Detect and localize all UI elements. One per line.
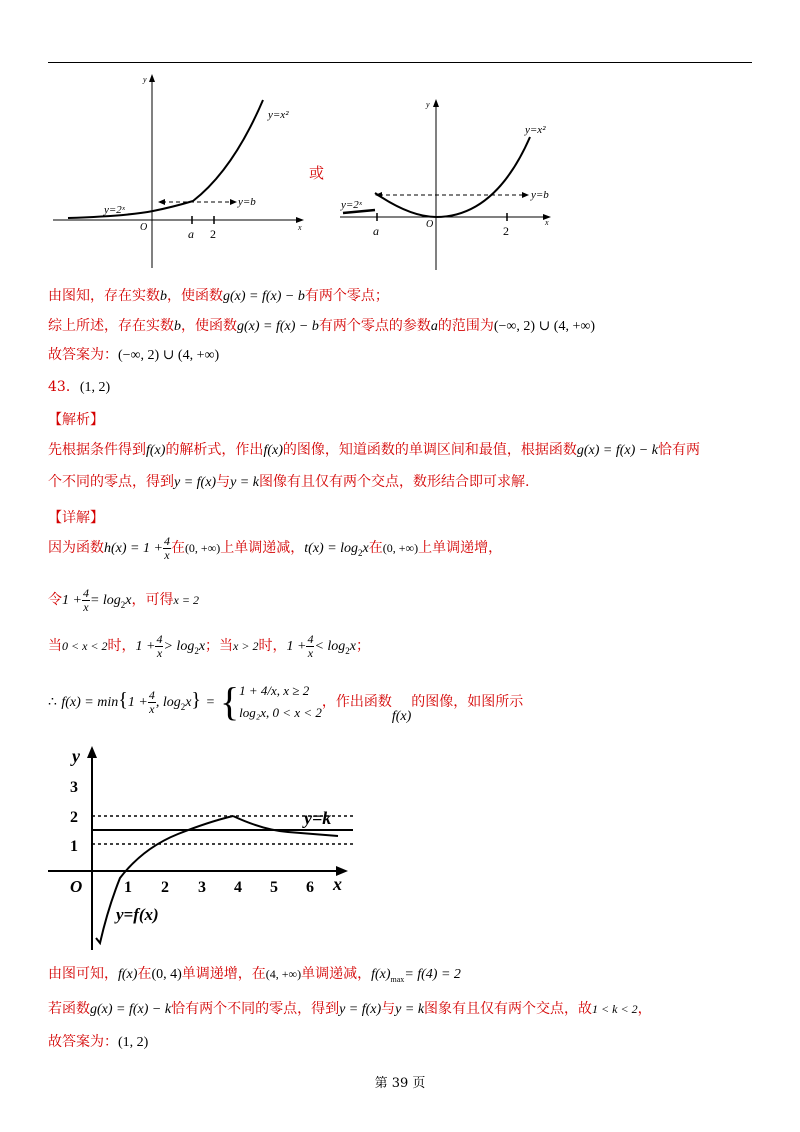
line-label-b: y=b <box>238 196 256 208</box>
math-yk: y = k <box>395 1002 425 1017</box>
x-tick-4: 4 <box>234 879 242 896</box>
text: 单调递减， <box>301 966 372 982</box>
math-y: y = f(x) <box>174 475 217 490</box>
text: 的范围为 <box>437 318 494 334</box>
math-f: f(x) <box>146 443 166 458</box>
fraction <box>82 587 90 614</box>
text: ； <box>356 638 370 654</box>
x-tick-6: 6 <box>306 879 314 896</box>
cases-brace: { <box>219 679 240 724</box>
text: 故答案为： <box>48 1034 118 1050</box>
axis-y-label: y <box>72 746 80 766</box>
text: 时， <box>258 638 287 654</box>
question-43 <box>48 377 110 398</box>
math-x: x <box>185 695 192 710</box>
math-lhs: 1 + <box>135 639 156 654</box>
y-tick-2: 2 <box>70 809 78 826</box>
var-b: b <box>174 319 181 334</box>
tick-a: a <box>373 224 379 238</box>
math-x: x <box>125 593 132 608</box>
math-answer: (−∞, 2) ∪ (4, +∞) <box>118 348 220 363</box>
text: 有两个零点； <box>304 288 389 304</box>
origin-label: O <box>140 222 148 233</box>
line-label-b: y=b <box>531 189 549 201</box>
math-range: (−∞, 2) ∪ (4, +∞) <box>493 319 596 334</box>
figure-left <box>48 70 318 270</box>
denominator: x <box>83 599 89 614</box>
page-number: 第 39 页 <box>374 1076 426 1091</box>
denominator: x <box>164 547 170 562</box>
text: ，使函数 <box>167 288 223 304</box>
tick-2: 2 <box>210 227 216 241</box>
text: 在 <box>170 540 185 556</box>
label-y-f: y=f(x) <box>116 905 159 924</box>
case-2: log₂x, 0 < x < 2 <box>239 705 322 720</box>
math-lhs: 1 + <box>62 593 82 608</box>
axis-x-label: x <box>333 874 342 894</box>
text: 由图可知， <box>48 966 118 982</box>
text: 单调递增，在 <box>181 966 266 982</box>
text: 时， <box>107 638 136 654</box>
curve-label-left: y=2ˣ <box>104 204 125 216</box>
math-min: f(x) = min <box>61 695 119 710</box>
paragraph-detail-6 <box>48 997 652 1022</box>
curve-label-right: y=x² <box>525 124 546 136</box>
math-interval: (0, 4) <box>151 967 182 982</box>
brace-close: } <box>191 689 202 711</box>
tick-a: a <box>188 227 194 241</box>
or-text: 或 <box>309 164 325 182</box>
math-interval: (0, +∞) <box>382 541 419 555</box>
math-t: t(x) = log <box>304 541 359 556</box>
numerator: 4 <box>156 631 163 646</box>
text: 与 <box>381 1001 396 1017</box>
y-tick-1: 1 <box>70 838 78 855</box>
log-base: 2 <box>194 645 199 656</box>
math-interval: (0, +∞) <box>184 541 221 555</box>
paragraph-detail-5 <box>48 962 461 992</box>
math-solution: x = 2 <box>173 593 199 607</box>
header-rule <box>48 62 752 63</box>
paragraph-figure-conclusion <box>48 286 389 307</box>
tick-2: 2 <box>503 224 509 238</box>
log-base: 2 <box>120 599 126 610</box>
text: 个不同的零点，得到 <box>48 474 174 490</box>
math-f: f(x) <box>118 967 138 982</box>
text: ；当 <box>205 638 234 654</box>
x-tick-3: 3 <box>198 879 206 896</box>
log-base: 2 <box>358 547 363 558</box>
math-fmax-value: = f(4) = 2 <box>404 967 461 982</box>
text: 有两个零点的参数 <box>318 318 431 334</box>
math-interval: (4, +∞) <box>265 967 302 981</box>
paragraph-detail-2 <box>48 586 199 619</box>
text: ，使函数 <box>181 318 237 334</box>
text: 图象有且仅有两个交点，故 <box>424 1001 593 1017</box>
numerator: 4 <box>82 585 89 600</box>
math-lhs: 1 + <box>286 639 307 654</box>
curve-label-left: y=2ˣ <box>341 199 362 211</box>
paragraph-answer-42 <box>48 345 219 366</box>
denominator: x <box>307 645 314 660</box>
math-log: , log <box>155 695 181 710</box>
math-f: f(x) <box>263 443 283 458</box>
axis-x-label: x <box>298 223 302 232</box>
axis-x-label: x <box>545 218 549 227</box>
paragraph-detail-4: ∴ f(x) = min{1 + $\frac{4}{x}$ , $\log_2x$} = { 1 + 4/x, x ≥ 2 log₂x, 0 < x < 2 ，作出函数f(x)的图像，如图所示 <box>48 679 524 724</box>
math-rhs: < log <box>314 639 346 654</box>
math-x: x <box>349 639 356 654</box>
text: 因为函数 <box>48 540 104 556</box>
text: 上单调递增， <box>418 540 503 556</box>
paragraph-analysis-2 <box>48 472 529 493</box>
x-tick-2: 2 <box>161 879 169 896</box>
math-answer: (1, 2) <box>118 1035 149 1050</box>
var-a: a <box>430 319 438 334</box>
x-tick-1: 1 <box>124 879 132 896</box>
paragraph-detail-1 <box>48 534 502 567</box>
math-answer: (1, 2) <box>79 380 111 395</box>
log-base: 2 <box>345 645 350 656</box>
heading-detail: 【详解】 <box>48 510 104 526</box>
math-g: g(x) = f(x) − k <box>90 1002 172 1017</box>
denominator: x <box>156 645 163 660</box>
text: 在 <box>368 540 383 556</box>
question-number: 43． <box>48 379 80 395</box>
text: ，作出函数 <box>321 694 392 710</box>
text: 上单调递减， <box>220 540 305 556</box>
max-subscript: max <box>390 974 405 984</box>
text: 在 <box>137 966 152 982</box>
math-x: x <box>198 639 206 654</box>
text: 先根据条件得到 <box>48 442 146 458</box>
numerator: 4 <box>307 631 314 646</box>
numerator: 4 <box>163 533 170 548</box>
text: 当 <box>48 638 62 654</box>
math-yk: y = k <box>230 475 259 490</box>
math-condition: x > 2 <box>233 639 259 653</box>
text: 故答案为： <box>48 347 118 363</box>
denominator: x <box>149 701 155 716</box>
brace-open: { <box>118 689 128 711</box>
text: 的图像，如图所示 <box>411 694 524 710</box>
figure-right <box>335 95 565 275</box>
numerator: 4 <box>148 687 155 702</box>
text: 令 <box>48 592 62 608</box>
log-base: 2 <box>180 701 186 712</box>
text: 综上所述，存在实数 <box>48 318 174 334</box>
text: 与 <box>216 474 231 490</box>
heading-analysis: 【解析】 <box>48 412 104 428</box>
math-range: 1 < k < 2 <box>592 1002 638 1016</box>
math-g: g(x) = f(x) − k <box>576 443 658 458</box>
var-b: b <box>160 289 167 304</box>
fraction <box>163 535 171 562</box>
paragraph-answer-43 <box>48 1030 148 1055</box>
math-h: h(x) = 1 + <box>104 541 163 556</box>
text: 若函数 <box>48 1001 90 1017</box>
math-rhs: > log <box>163 639 195 654</box>
math-lhs: 1 + <box>127 695 148 710</box>
axis-y-label: y <box>143 75 147 84</box>
math-y: y = f(x) <box>339 1002 382 1017</box>
fraction <box>148 689 156 716</box>
text: 的解析式，作出 <box>165 442 264 458</box>
text: 恰有两个不同的零点，得到 <box>171 1001 340 1017</box>
case-1: 1 + 4/x, x ≥ 2 <box>239 683 310 698</box>
math-g: g(x) = f(x) − b <box>237 319 319 334</box>
curve-label-right: y=x² <box>268 109 289 121</box>
text: 图像有且仅有两个交点，数形结合即可求解. <box>258 474 530 490</box>
therefore-symbol: ∴ <box>48 695 57 710</box>
math-g: g(x) = f(x) − b <box>223 289 305 304</box>
math-x: x <box>362 541 369 556</box>
origin-label: O <box>426 219 434 230</box>
origin-label: O <box>70 877 83 896</box>
math-rhs: = log <box>89 593 121 608</box>
text: ，可得 <box>131 592 174 608</box>
label-y-k: y=k <box>304 808 332 828</box>
y-tick-3: 3 <box>70 779 78 796</box>
function-graph <box>48 738 368 958</box>
text: ， <box>637 1001 652 1017</box>
math-f: f(x) <box>391 709 412 724</box>
text: 由图知，存在实数 <box>48 288 160 304</box>
paragraph-detail-3 <box>48 632 370 665</box>
x-tick-5: 5 <box>270 879 278 896</box>
piecewise-cases <box>239 680 322 724</box>
axis-y-label: y <box>426 100 430 109</box>
math-fmax: f(x) <box>371 967 391 982</box>
paragraph-summary <box>48 316 595 337</box>
text: 恰有两 <box>657 442 700 458</box>
math-condition: 0 < x < 2 <box>62 639 108 653</box>
paragraph-analysis-1 <box>48 440 700 461</box>
text: 的图像，知道函数的单调区间和最值，根据函数 <box>282 442 577 458</box>
